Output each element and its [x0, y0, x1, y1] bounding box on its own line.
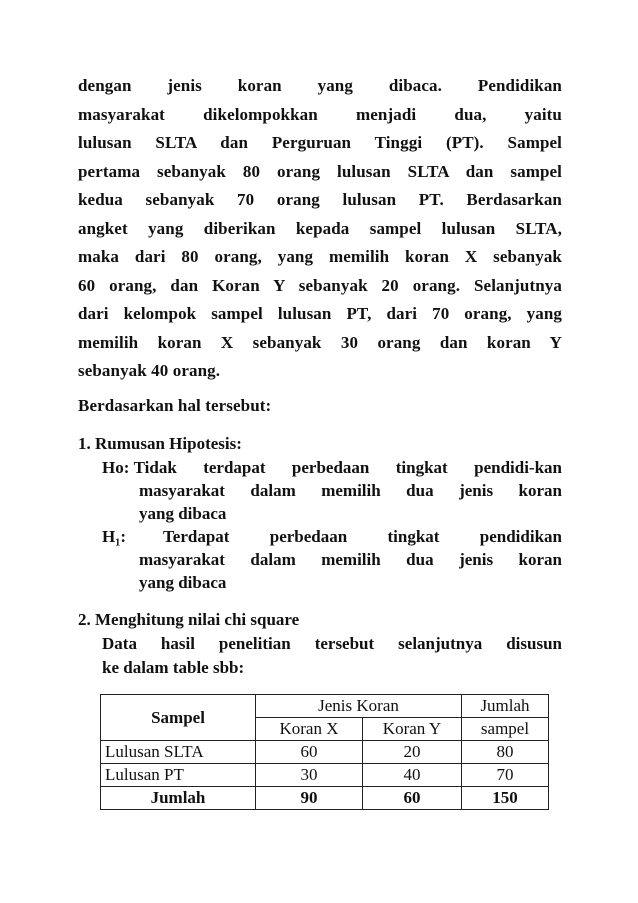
intro-line: maka dari 80 orang, yang memilih koran X sebanyak — [78, 247, 562, 266]
section2-body — [102, 632, 562, 680]
row-label: Lulusan PT — [101, 764, 256, 787]
section-chi-square — [78, 608, 562, 680]
section2-line: Data hasil penelitian tersebut selanjutnya disusun — [102, 634, 562, 653]
section-hypothesis — [78, 432, 562, 594]
h0-line: masyarakat dalam memilih dua jenis koran — [139, 481, 562, 500]
h1-continuation — [102, 548, 562, 594]
cell-total: 70 — [462, 764, 549, 787]
section2-heading: 2. Menghitung nilai chi square — [78, 610, 300, 629]
intro-line: 60 orang, dan Koran Y sebanyak 20 orang. Selanjutnya — [78, 275, 562, 295]
h0-line: Tidak terdapat perbedaan tingkat pendidi-kan — [133, 458, 562, 477]
intro-line: sebanyak 40 orang. — [78, 361, 221, 380]
header-jumlah-2: sampel — [462, 718, 549, 741]
h1-line: Terdapat perbedaan tingkat pendidikan — [163, 527, 562, 546]
intro-line: dengan jenis koran yang dibaca. Pendidikan — [78, 76, 562, 95]
contingency-table — [100, 694, 549, 810]
header-sampel: Sampel — [101, 695, 256, 741]
intro-line: dari kelompok sampel lulusan PT, dari 70 orang, yang — [78, 304, 562, 323]
header-koran-y: Koran Y — [363, 718, 462, 741]
cell-koran-x: 30 — [256, 764, 363, 787]
cell-total: 80 — [462, 741, 549, 764]
intro-line: memilih koran X sebanyak 30 orang dan koran Y — [78, 332, 562, 352]
intro-line: masyarakat dikelompokkan menjadi dua, yaitu — [78, 104, 562, 124]
header-koran-x: Koran X — [256, 718, 363, 741]
h0-text — [134, 456, 562, 479]
intro-line: lulusan SLTA dan Perguruan Tinggi (PT). Sampel — [78, 133, 562, 152]
cell-koran-y: 40 — [363, 764, 462, 787]
h0-row — [102, 456, 562, 479]
h1-line: masyarakat dalam memilih dua jenis koran — [139, 550, 562, 569]
h1-text — [139, 525, 562, 548]
section2-line: ke dalam table sbb: — [102, 658, 245, 677]
header-jumlah-1: Jumlah — [462, 695, 549, 718]
total-koran-y: 60 — [363, 787, 462, 810]
total-koran-x: 90 — [256, 787, 363, 810]
intro-line: angket yang diberikan kepada sampel lulusan SLTA, — [78, 218, 562, 238]
cell-koran-x: 60 — [256, 741, 363, 764]
intro-paragraph — [78, 72, 562, 386]
intro-line: pertama sebanyak 80 orang lulusan SLTA dan sampel — [78, 161, 562, 181]
table-header-row — [101, 695, 549, 718]
intro-line: kedua sebanyak 70 orang lulusan PT. Berdasarkan — [78, 190, 562, 209]
header-jenis-koran: Jenis Koran — [256, 695, 462, 718]
h0-line: yang dibaca — [139, 504, 227, 523]
hypothesis-list — [102, 456, 562, 594]
h1-label: H₁: — [102, 527, 126, 546]
table-row — [101, 741, 549, 764]
cell-koran-y: 20 — [363, 741, 462, 764]
table-row — [101, 764, 549, 787]
h0-continuation — [102, 479, 562, 525]
based-on-text: Berdasarkan hal tersebut: — [78, 395, 272, 415]
document-page — [78, 72, 562, 680]
row-label: Lulusan SLTA — [101, 741, 256, 764]
section1-heading: 1. Rumusan Hipotesis: — [78, 434, 242, 453]
table-total-row — [101, 787, 549, 810]
h0-label: Ho: — [102, 458, 134, 477]
total-sampel: 150 — [462, 787, 549, 810]
h1-line: yang dibaca — [139, 573, 227, 592]
total-label: Jumlah — [101, 787, 256, 810]
h1-row — [102, 525, 562, 548]
